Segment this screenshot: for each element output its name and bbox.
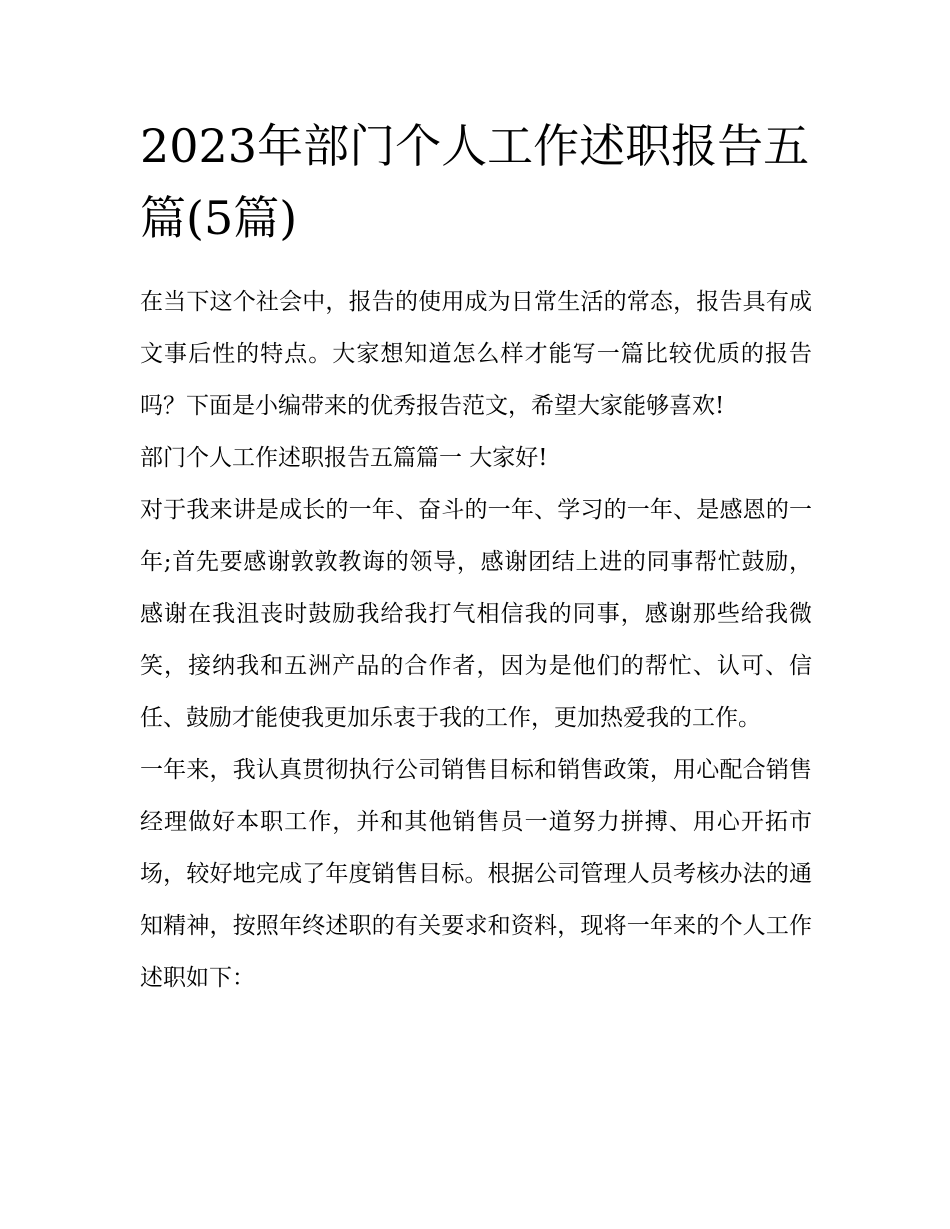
- document-page: [140, 110, 812, 1004]
- intro-paragraph: 在当下这个社会中，报告的使用成为日常生活的常态，报告具有成文事后性的特点。大家想知道怎么样才能写一篇比较优质的报告吗？下面是小编带来的优秀报告范文，希望大家能够喜欢!: [140, 289, 812, 419]
- section-heading-paragraph: 部门个人工作述职报告五篇篇一 大家好!: [140, 445, 548, 471]
- work-summary-paragraph: 一年来，我认真贯彻执行公司销售目标和销售政策，用心配合销售经理做好本职工作，并和其他销售员一道努力拼搏、用心开拓市场，较好地完成了年度销售目标。根据公司管理人员考核办法的通知精神，按照年终述职的有关要求和资料，现将一年来的个人工作述职如下：: [140, 757, 812, 991]
- gratitude-paragraph: 对于我来讲是成长的一年、奋斗的一年、学习的一年、是感恩的一年;首先要感谢敦敦教诲的领导，感谢团结上进的同事帮忙鼓励，感谢在我沮丧时鼓励我给我打气相信我的同事，感谢那些给我微笑，接纳我和五洲产品的合作者，因为是他们的帮忙、认可、信任、鼓励才能使我更加乐衷于我的工作，更加热爱我的工作。: [140, 497, 812, 731]
- document-title: 2023年部门个人工作述职报告五篇(5篇): [140, 119, 810, 245]
